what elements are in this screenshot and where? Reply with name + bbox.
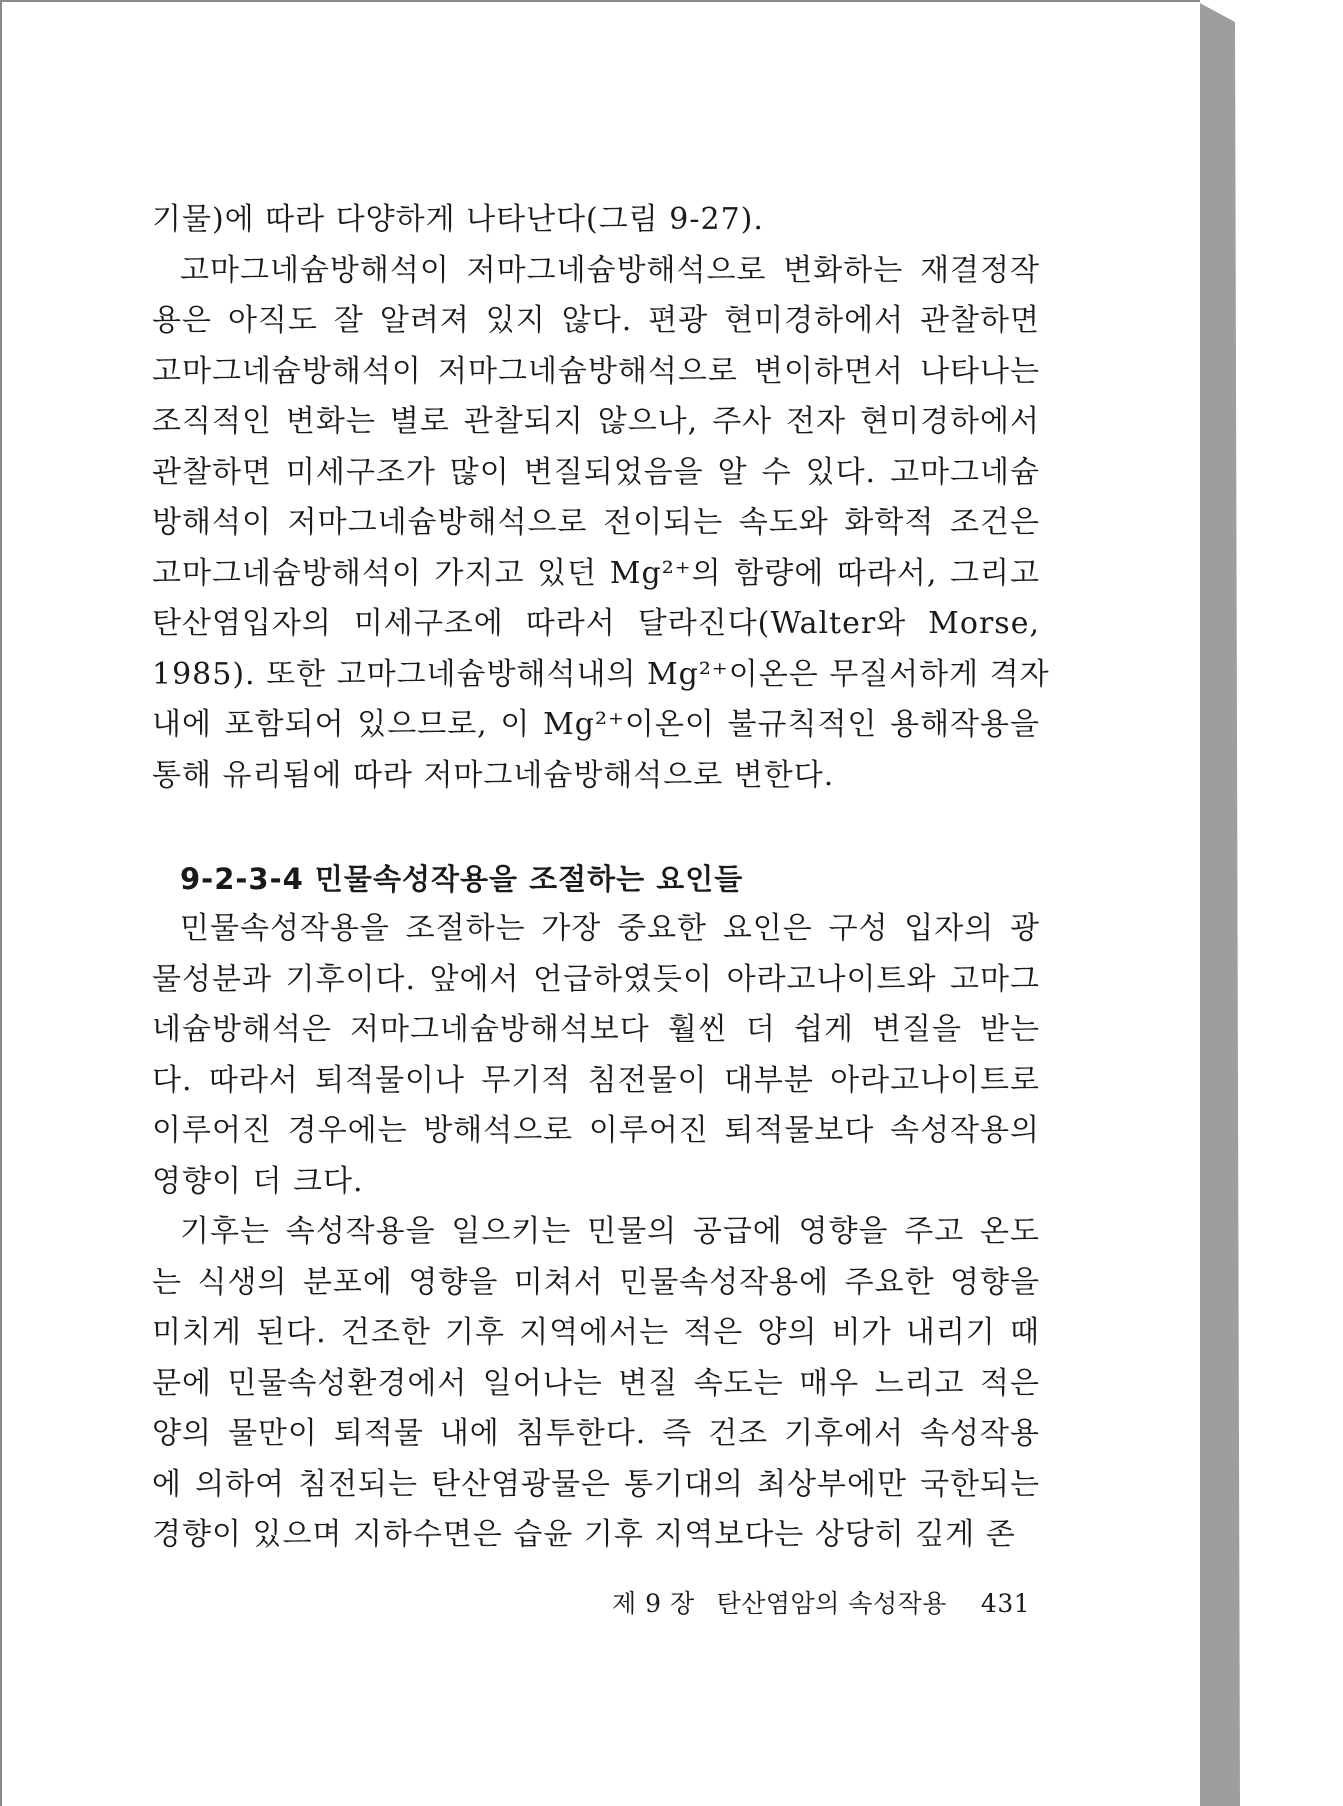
footer-chapter: 제 9 장 bbox=[612, 1589, 695, 1618]
text-line: 미치게 된다. 건조한 기후 지역에서는 적은 양의 비가 내리기 때 bbox=[152, 1315, 1040, 1350]
text-line: 방해석이 저마그네슘방해석으로 전이되는 속도와 화학적 조건은 bbox=[152, 505, 1040, 540]
text-line: 경향이 있으며 지하수면은 습윤 기후 지역보다는 상당히 깊게 존 bbox=[152, 1517, 1016, 1552]
text-line: 통해 유리됨에 따라 저마그네슘방해석으로 변한다. bbox=[152, 757, 835, 793]
text-line: 물성분과 기후이다. 앞에서 언급하였듯이 아라고나이트와 고마그 bbox=[152, 961, 1040, 997]
paragraph-group-2 bbox=[152, 904, 1040, 1561]
text-line: 관찰하면 미세구조가 많이 변질되었음을 알 수 있다. 고마그네슘 bbox=[152, 454, 1040, 490]
text-line: 다. 따라서 퇴적물이나 무기적 침전물이 대부분 아라고나이트로 bbox=[152, 1062, 1040, 1098]
text-line: 민물속성작용을 조절하는 가장 중요한 요인은 구성 입자의 광 bbox=[180, 911, 1040, 946]
page-body-text bbox=[152, 195, 1050, 1561]
text-line: 양의 물만이 퇴적물 내에 침투한다. 즉 건조 기후에서 속성작용 bbox=[152, 1416, 1040, 1451]
text-line: 기물)에 따라 다양하게 나타난다(그림 9-27). bbox=[152, 202, 764, 237]
text-line: 고마그네슘방해석이 가지고 있던 Mg²⁺의 함량에 따라서, 그리고 bbox=[152, 555, 1040, 591]
text-line: 에 의하여 침전되는 탄산염광물은 통기대의 최상부에만 국한되는 bbox=[152, 1466, 1040, 1502]
text-line: 기후는 속성작용을 일으키는 민물의 공급에 영향을 주고 온도 bbox=[180, 1214, 1040, 1249]
footer-chapter-title: 탄산염암의 속성작용 bbox=[716, 1589, 947, 1618]
page-number: 431 bbox=[980, 1589, 1031, 1618]
section-heading: 9-2-3-4 민물속성작용을 조절하는 요인들 bbox=[180, 862, 744, 896]
paragraph bbox=[152, 246, 1050, 802]
paragraph bbox=[152, 904, 1040, 1207]
text-line: 영향이 더 크다. bbox=[152, 1163, 364, 1199]
text-line: 1985). 또한 고마그네슘방해석내의 Mg²⁺이온은 무질서하게 격자 bbox=[152, 656, 1050, 692]
text-line: 고마그네슘방해석이 저마그네슘방해석으로 변화하는 재결정작 bbox=[180, 252, 1040, 288]
text-line: 내에 포함되어 있으므로, 이 Mg²⁺이온이 불규칙적인 용해작용을 bbox=[152, 707, 1040, 742]
text-line: 탄산염입자의 미세구조에 따라서 달라진다(Walter와 Morse, bbox=[152, 606, 1040, 641]
text-line: 고마그네슘방해석이 저마그네슘방해석으로 변이하면서 나타나는 bbox=[152, 353, 1040, 389]
paragraph bbox=[152, 1207, 1040, 1561]
running-footer bbox=[612, 1584, 1031, 1620]
text-line: 조직적인 변화는 별로 관찰되지 않으나, 주사 전자 현미경하에서 bbox=[152, 404, 1040, 439]
text-line: 이루어진 경우에는 방해석으로 이루어진 퇴적물보다 속성작용의 bbox=[152, 1113, 1040, 1148]
text-line: 네슘방해석은 저마그네슘방해석보다 훨씬 더 쉽게 변질을 받는 bbox=[152, 1012, 1040, 1047]
text-line: 문에 민물속성환경에서 일어나는 변질 속도는 매우 느리고 적은 bbox=[152, 1365, 1040, 1401]
text-line: 는 식생의 분포에 영향을 미쳐서 민물속성작용에 주요한 영향을 bbox=[152, 1264, 1040, 1300]
paragraph bbox=[152, 195, 1040, 246]
paragraph-group-1 bbox=[152, 195, 1050, 801]
text-line: 용은 아직도 잘 알려져 있지 않다. 편광 현미경하에서 관찰하면 bbox=[152, 303, 1040, 338]
